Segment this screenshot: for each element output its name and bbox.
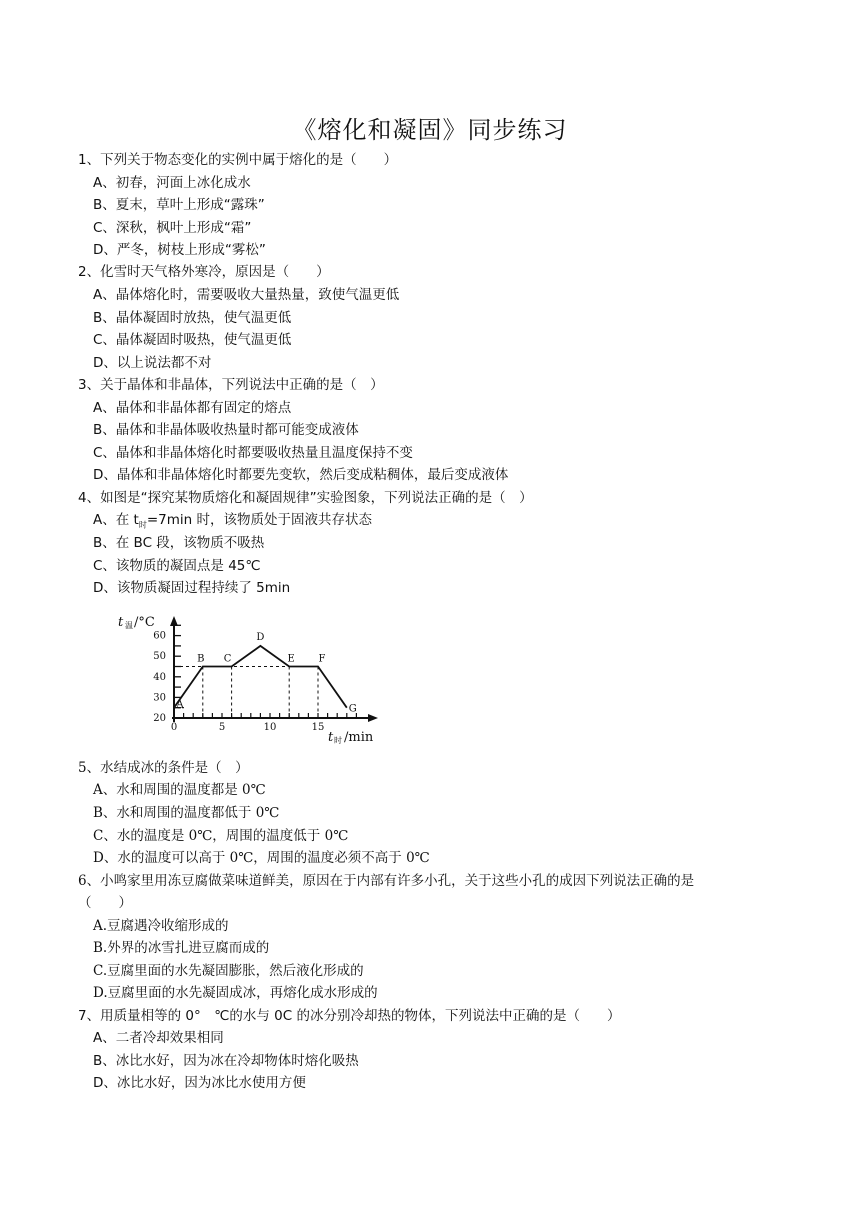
point-label-b: B	[197, 653, 205, 665]
question-6-option-c: C.豆腐里面的水先凝固膨胀，然后液化形成的	[93, 963, 364, 979]
x-tick-label: 15	[311, 722, 325, 733]
y-axis-label-sub: 温	[125, 621, 133, 630]
question-3-option-d: D、晶体和非晶体熔化时都要先变软，然后变成粘稠体，最后变成液体	[93, 467, 509, 483]
question-4-option-c: C、该物质的凝固点是 45℃	[93, 558, 261, 574]
point-label-e: E	[287, 653, 295, 665]
melting-solidification-chart	[110, 608, 390, 748]
question-3-stem: 3、关于晶体和非晶体，下列说法中正确的是（ ）	[78, 377, 384, 393]
point-label-d: D	[256, 631, 265, 643]
x-tick-label: 10	[263, 722, 277, 733]
question-2-option-d: D、以上说法都不对	[93, 355, 212, 371]
question-7-option-a: A、二者冷却效果相同	[93, 1030, 224, 1046]
question-2-option-b: B、晶体凝固时放热，使气温更低	[93, 310, 292, 326]
x-axis-label: t	[328, 730, 334, 745]
question-5-option-c: C、水的温度是 0℃，周围的温度低于 0℃	[93, 828, 349, 844]
question-7-option-d: D、冰比水好，因为冰比水使用方便	[93, 1075, 306, 1091]
question-3-option-b: B、晶体和非晶体吸收热量时都可能变成液体	[93, 422, 359, 438]
point-label-c: C	[223, 653, 232, 665]
question-6-option-a: A.豆腐遇冷收缩形成的	[93, 918, 229, 934]
x-axis-label-sub: 时	[334, 736, 342, 745]
question-5-option-d: D、水的温度可以高于 0℃，周围的温度必须不高于 0℃	[93, 850, 430, 866]
question-4-stem: 4、如图是“探究某物质熔化和凝固规律”实验图象，下列说法正确的是（ ）	[78, 490, 533, 506]
x-axis-label-unit: /min	[344, 730, 374, 745]
y-axis-label: t	[118, 615, 124, 630]
option-a-subscript: 时	[138, 520, 147, 530]
question-3-option-c: C、晶体和非晶体熔化时都要吸收热量且温度保持不变	[93, 445, 413, 461]
question-6-option-d: D.豆腐里面的水先凝固成冰，再熔化成水形成的	[93, 985, 378, 1001]
option-a-suffix: =7min 时，该物质处于固液共存状态	[146, 512, 372, 528]
x-tick-label: 5	[218, 722, 226, 733]
y-tick-label: 40	[153, 671, 166, 683]
question-5-option-b: B、水和周围的温度都低于 0℃	[93, 805, 280, 821]
point-label-g: G	[348, 703, 357, 715]
x-axis-arrow	[368, 714, 378, 722]
y-tick-label: 20	[153, 713, 166, 724]
question-1-option-b: B、夏末，草叶上形成“露珠”	[93, 197, 265, 213]
question-4-option-b: B、在 BC 段，该物质不吸热	[93, 535, 265, 551]
question-4-option-a	[93, 510, 372, 536]
question-5-option-a: A、水和周围的温度都是 0℃	[93, 782, 266, 798]
question-2-option-c: C、晶体凝固时吸热，使气温更低	[93, 332, 292, 348]
question-7-option-b: B、冰比水好，因为冰在冷却物体时熔化吸热	[93, 1053, 359, 1069]
question-1-stem: 1、下列关于物态变化的实例中属于熔化的是（ ）	[78, 152, 398, 168]
question-2-stem: 2、化雪时天气格外寒冷，原因是（ ）	[78, 264, 330, 280]
point-label-f: F	[318, 653, 326, 665]
y-tick-label: 50	[153, 651, 166, 663]
question-5-stem: 5、水结成冰的条件是（ ）	[78, 760, 249, 776]
x-tick-label: 0	[170, 722, 178, 733]
point-label-a: A	[176, 699, 184, 711]
question-2-option-a: A、晶体熔化时，需要吸收大量热量，致使气温更低	[93, 287, 400, 303]
question-4-option-d: D、该物质凝固过程持续了 5min	[93, 580, 291, 596]
y-axis-arrow	[170, 616, 178, 626]
question-1-option-d: D、严冬，树枝上形成“雾松”	[93, 242, 266, 258]
question-1-option-a: A、初春，河面上冰化成水	[93, 175, 251, 191]
question-6-stem-continuation: （ ）	[78, 895, 132, 911]
y-axis-label-unit: /°C	[134, 615, 155, 630]
question-7-stem: 7、用质量相等的 0° ℃的水与 0C 的冰分别冷却热的物体，下列说法中正确的是（ ）	[78, 1008, 621, 1024]
option-a-prefix: A、在 t	[93, 512, 139, 528]
question-1-option-c: C、深秋，枫叶上形成“霜”	[93, 220, 252, 236]
question-3-option-a: A、晶体和非晶体都有固定的熔点	[93, 400, 292, 416]
y-tick-label: 30	[153, 692, 166, 704]
question-6-option-b: B.外界的冰雪扎进豆腐而成的	[93, 940, 270, 956]
question-6-stem: 6、小鸣家里用冻豆腐做菜味道鲜美，原因在于内部有许多小孔，关于这些小孔的成因下列说法正确的是	[78, 873, 695, 889]
page-title: 《熔化和凝固》同步练习	[292, 116, 568, 144]
y-tick-label: 60	[153, 630, 166, 642]
